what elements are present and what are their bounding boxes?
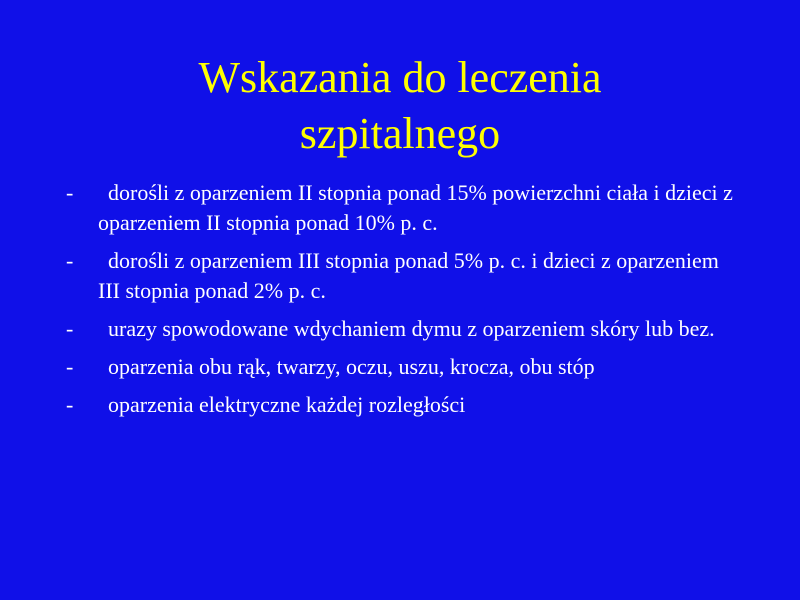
bullet-item bbox=[66, 314, 746, 344]
slide-title bbox=[0, 50, 800, 162]
slide-title-line-2: szpitalnego bbox=[299, 109, 501, 158]
slide-title-line-1: Wskazania do leczenia bbox=[198, 53, 602, 102]
bullet-text: urazy spowodowane wdychaniem dymu z oparzeniem skóry lub bez. bbox=[108, 316, 715, 341]
bullet-item bbox=[66, 246, 746, 306]
bullet-text: dorośli z oparzeniem III stopnia ponad 5% p. c. i dzieci z oparzeniem III stopnia ponad 2% p. c. bbox=[98, 248, 719, 303]
bullet-text: dorośli z oparzeniem II stopnia ponad 15% powierzchni ciała i dzieci z oparzeniem II stopnia ponad 10% p. c. bbox=[98, 180, 733, 235]
bullet-marker: - bbox=[66, 354, 74, 379]
bullet-marker: - bbox=[66, 392, 74, 417]
bullet-marker: - bbox=[66, 316, 74, 341]
bullet-item bbox=[66, 352, 746, 382]
bullet-item bbox=[66, 390, 746, 420]
bullet-marker: - bbox=[66, 248, 74, 273]
bullet-marker: - bbox=[66, 180, 74, 205]
bullet-item bbox=[66, 178, 746, 238]
bullet-text: oparzenia elektryczne każdej rozległości bbox=[108, 392, 466, 417]
bullet-text: oparzenia obu rąk, twarzy, oczu, uszu, krocza, obu stóp bbox=[108, 354, 595, 379]
bullet-list bbox=[66, 178, 746, 428]
